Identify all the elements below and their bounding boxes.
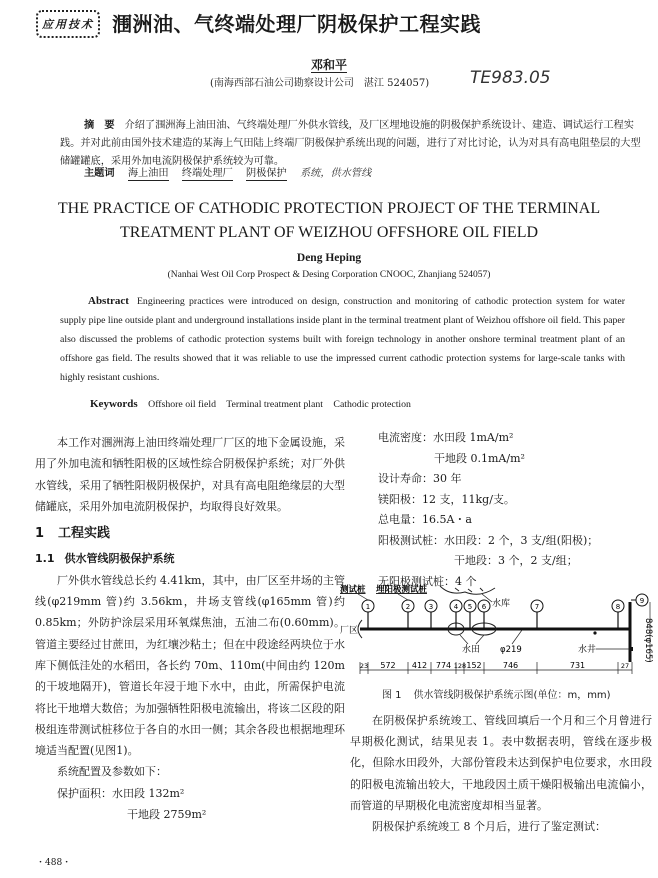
label-test-post: 测试桩 [340, 585, 366, 595]
segment-length-label: 23 [359, 662, 369, 670]
affiliation-en: (Nanhai West Oil Corp Prospect & Desing Corporation CNOOC, Zhanjiang 524057) [167, 270, 491, 280]
label-paddy: 水田 [462, 645, 481, 655]
test-post-number: 5 [467, 603, 473, 611]
current-density-dry: 干地段 0.1mA/m² [434, 451, 525, 465]
test-post-number: 7 [534, 603, 540, 611]
abstract-en-label: Abstract [88, 295, 129, 307]
segment-length-label: 746 [502, 661, 519, 670]
section-number: 1.1 [35, 552, 55, 566]
anode-test-posts-paddy: 阳极测试桩：水田段：2 个，3 支/组(阳极)； [378, 533, 599, 547]
label-plant-area: 厂区 [340, 626, 359, 636]
keyword-en: Offshore oil field [148, 399, 216, 410]
abstract-en-text: Engineering practices were introduced on design, construction and monitoring of cathodic protection system for water supply pipe line outside plant and underground installations inside plant in the terminal treatment plant of Weizhou offshore oil field. This paper also discussed the problems of cathodic protection systems built with foreign technology in another onshore terminal treatment plant of an offshore gas field. The results showed that it was reliable to use the impressed current cathodic protection systems for large-scale tanks with highly resistant cushions. [60, 296, 625, 383]
config-intro: 系统配置及参数如下： [57, 765, 167, 779]
test-post-number: 1 [365, 603, 371, 611]
reservoir-outline [440, 586, 495, 594]
well-marker [630, 647, 633, 651]
design-life: 设计寿命：30 年 [378, 472, 462, 485]
body-left-column [35, 432, 345, 825]
affiliation-cn: (南海西部石油公司勘察设计公司 湛江 524057) [210, 78, 430, 89]
keywords-cn-label: 主题词 [84, 167, 115, 179]
author-name: 邓和平 [310, 58, 347, 72]
figure-1-caption [382, 686, 611, 701]
keywords-en [90, 398, 419, 410]
segment-length-label: 412 [411, 661, 428, 670]
pipeline-paragraph: 厂外供水管线总长约 4.41km，其中，由厂区至井场的主管线(φ219mm 管)约 3.56km，井场支管线(φ165mm 管)约 0.85km；外防护涂层采用环氧煤焦油，五油二布(0.60mm)。管道主要经过甘蔗田，为红壤沙粘土；但在中段途经两块位于水库下侧低洼处的水稻田，各长约 70m、110m(中间由约 120m 的干坡地隔开)，管道长年浸于地下水中，由此，所需保护电流将比干地增大数倍；为加强牺牲阳极电流输出，将该二区段的阳极组连带测试桩移位于各自的水田一侧；其余各段也根据地理环境适当配置(见图1)。 [35, 573, 345, 758]
author-cn [0, 56, 658, 73]
keyword-en: Terminal treatment plant [226, 399, 323, 410]
test-post-number: 6 [481, 603, 487, 611]
test-post-number: 2 [405, 603, 411, 611]
test-post-number: 9 [639, 597, 645, 605]
anode-test-posts-dry: 干地段：3 个，2 支/组； [454, 554, 578, 567]
label-buried-anode-test-post: 埋阳极测试桩 [376, 585, 428, 595]
leader-line [512, 630, 522, 644]
label-branch: 848(φ165) [643, 618, 653, 663]
figure-number: 图 1 [382, 690, 402, 701]
author-en: Deng Heping [296, 252, 362, 264]
no-anode-test-posts: 无阳极测试桩：4 个 [378, 574, 477, 588]
protection-area-dry: 干地段 2759m² [127, 808, 207, 822]
label-well: 水井 [578, 645, 597, 655]
body-right-column-lower [350, 710, 652, 837]
page-number: ・488・ [36, 858, 72, 868]
polarization-paragraph: 在阴极保护系统竣工、管线回填后一个月和三个月曾进行早期极化测试，结果见表 1。表中数据表明，管线在逐步极化，但除水田段外，大部份管段未达到保护电位要求，水田段的阳极电流输出较大，干地段因土质干燥阳极输出电流偏小，而管道的早期极化电流密度却相当显著。 [350, 714, 652, 812]
body-right-column [378, 428, 650, 592]
mg-anode: 镁阳极：12 支，11kg/支。 [378, 492, 515, 506]
abstract-cn [60, 116, 645, 171]
total-charge: 总电量：16.5A・a [378, 513, 472, 526]
keywords-cn [84, 164, 371, 179]
section-title: 供水管线阴极保护系统 [64, 552, 175, 566]
segment-dimensions [360, 661, 632, 674]
keywords-en-label: Keywords [90, 398, 138, 410]
segment-length-label: 128 [453, 662, 467, 670]
keyword-cn: 终端处理厂 [181, 168, 233, 179]
section-badge: 应用技术 [36, 10, 100, 38]
keyword-cn-handwritten: 系统，供水管线 [300, 168, 372, 179]
label-pipe-main: φ219 [500, 645, 522, 655]
appraisal-paragraph: 阴极保护系统竣工 8 个月后，进行了鉴定测试： [372, 820, 606, 834]
page-title: 涠洲油、气终端处理厂阴极保护工程实践 [112, 12, 481, 36]
section-1-1-heading [35, 548, 345, 569]
leader-line [460, 635, 468, 644]
intro-paragraph: 本工作对涠洲海上油田终端处理厂厂区的地下金属设施，采用了外加电流和牺牲阳极的区域性综合阴极保护系统；对厂外供水管线，采用了牺牲阳极阴极保护，对具有高电阻绝缘层的大型储罐底，采用外加电流阴极保护，均取得良好效果。 [35, 436, 345, 513]
keyword-en: Cathodic protection [333, 399, 411, 410]
figure-caption-text: 供水管线阴极保护系统示图(单位：m，mm) [413, 690, 611, 701]
keyword-cn: 阴极保护 [246, 168, 287, 179]
segment-length-label: 572 [380, 661, 396, 670]
label-reservoir: 水库 [492, 599, 511, 609]
section-title: 工程实践 [58, 526, 111, 542]
keyword-cn: 海上油田 [127, 168, 169, 179]
title-en-line-1: THE PRACTICE OF CATHODIC PROTECTION PROJECT OF THE TERMINAL [57, 200, 601, 217]
segment-length-label: 774 [435, 661, 452, 670]
title-en-line-2: TREATMENT PLANT OF WEIZHOU OFFSHORE OIL FIELD [119, 224, 539, 241]
reservoir-waves [455, 588, 483, 592]
test-post-number: 8 [615, 603, 621, 611]
leader-line [476, 635, 484, 644]
abstract-cn-label: 摘 要 [84, 119, 115, 131]
handwritten-classification: TE983.05 [470, 68, 551, 88]
test-post-number: 3 [428, 603, 434, 611]
protection-area-paddy: 保护面积：水田段 132m² [57, 786, 185, 800]
section-1-heading [35, 523, 345, 544]
segment-length-label: 152 [466, 661, 482, 670]
abstract-cn-text: 介绍了涠洲海上油田油、气终端处理厂外供水管线，及厂区埋地设施的阴极保护系统设计、建造、调试运行工程实践。并对此前由国外技术建造的某海上气田陆上终端厂阴极保护系统出现的问题，进行了对比讨论，认为对具有高电阻垫层的大型储罐罐底，采用外加电流阴极保护系统较为可靠。 [60, 120, 641, 167]
figure-1-diagram [340, 582, 658, 677]
well-point [593, 631, 596, 634]
segment-length-label: 731 [569, 661, 586, 670]
current-density-paddy: 电流密度：水田段 1mA/m² [378, 431, 514, 444]
test-post-number: 4 [453, 603, 459, 611]
abstract-en [60, 292, 625, 387]
segment-length-label: 27 [620, 662, 630, 670]
section-number: 1 [35, 526, 45, 542]
